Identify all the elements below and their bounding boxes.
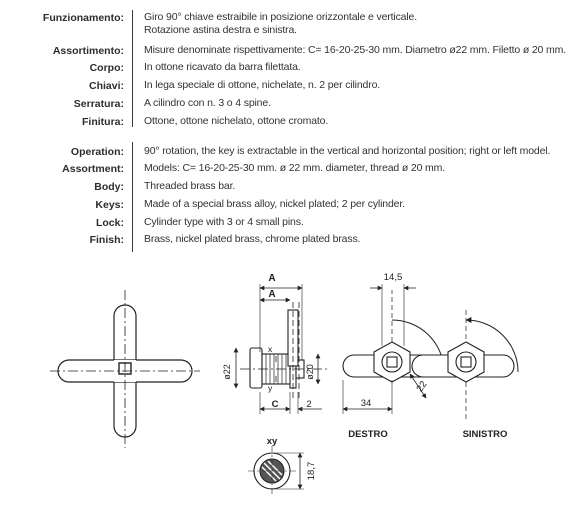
spec-label: Serratura: [73,98,124,110]
spec-row-finitura [0,115,588,131]
sinistro-figure [412,310,518,420]
side-view-figure [236,284,330,414]
spec-row-chiavi [0,79,588,95]
dim-A-outer: A [268,273,276,284]
spec-value: Threaded brass bar. [144,180,236,192]
destro-keyway [387,357,397,367]
cylinder-head [250,348,262,388]
spec-row-keys [0,198,588,214]
spec-label: Corpo: [89,62,124,74]
dim-x: x [268,344,273,354]
spec-value: Rotazione astina destra e sinistra. [144,24,297,36]
spec-label: Chiavi: [88,80,124,92]
divider-italian [132,10,133,127]
spec-value: Brass, nickel plated brass, chrome plated brass. [144,233,361,245]
spec-row-finish [0,233,588,249]
cross-view-figure [50,290,200,448]
spec-value: Models: C= 16-20-25-30 mm. ø 22 mm. diameter, thread ø 20 mm. [144,162,446,174]
dim-y: y [268,383,273,393]
dim-14-5: 14,5 [383,272,403,283]
divider-english [132,142,133,252]
spec-row-operation [0,145,588,161]
spec-row-body [0,180,588,196]
section-xy-figure [248,446,304,496]
spec-label: Finish: [89,234,124,246]
spec-label: Finitura: [82,116,124,128]
dim-22-diag: 22 [414,379,430,395]
technical-drawing [0,262,588,506]
destro-figure [343,284,445,414]
spec-value: In ottone ricavato da barra filettata. [144,61,301,73]
dim-18-7: 18,7 [306,461,317,481]
spec-value: Giro 90° chiave estraibile in posizione orizzontale e verticale. [144,11,417,23]
spec-row-corpo [0,61,588,77]
dim-2: 2 [306,399,312,410]
label-destro: DESTRO [348,429,388,440]
spec-value: Ottone, ottone nichelato, ottone cromato. [144,115,329,127]
spec-label: Keys: [95,199,124,211]
dim-xy: xy [266,436,278,447]
spec-value: A cilindro con n. 3 o 4 spine. [144,97,271,109]
spec-value: Made of a special brass alloy, nickel plated; 2 per cylinder. [144,198,405,210]
spec-row-lock [0,216,588,232]
spec-value: 90° rotation, the key is extractable in the vertical and horizontal position; right or left model. [144,145,551,157]
spec-row-assortimento [0,44,588,60]
spec-row-assortment [0,162,588,178]
dim-C: C [271,399,279,410]
dim-diameter-20: ø20 [305,364,315,380]
spec-row-funzionamento-cont [0,24,588,40]
sinistro-keyway [461,357,471,367]
spec-value: In lega speciale di ottone, nichelate, n. 2 per cilindro. [144,79,381,91]
spec-value: Cylinder type with 3 or 4 small pins. [144,216,304,228]
spec-label: Lock: [95,217,124,229]
spec-label: Assortment: [62,163,124,175]
dim-diameter-22: ø22 [222,364,232,380]
spec-label: Body: [94,181,124,193]
dim-A-inner: A [268,289,276,300]
dim-34: 34 [360,398,372,409]
spec-label: Funzionamento: [42,12,124,24]
spec-label: Operation: [70,146,124,158]
label-sinistro: SINISTRO [462,429,508,440]
spec-row-serratura [0,97,588,113]
spec-label: Assortimento: [52,45,124,57]
spec-value: Misure denominate rispettivamente: C= 16-20-25-30 mm. Diametro ø22 mm. Filetto ø 20 mm. [144,44,566,56]
